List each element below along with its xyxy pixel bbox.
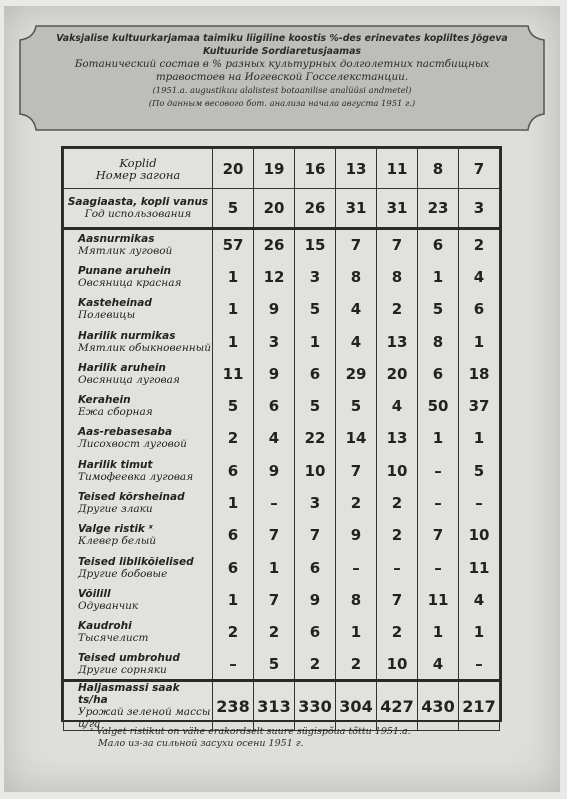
species-percent: 1 [213,487,254,519]
species-label [64,519,213,551]
species-name-et: Kasteheinad [78,297,152,310]
species-name-et: Aas-rebasesaba [78,426,173,439]
age-value: 5 [213,189,254,229]
species-percent: 8 [336,584,377,616]
species-label [64,358,213,390]
species-percent: 6 [418,229,459,261]
species-name-ru: Одуванчик [78,599,139,612]
yield-value: 330 [295,681,336,731]
age-header-label [64,189,213,229]
species-name-et: Valge ristik ˣ [78,523,153,536]
yield-value: 304 [336,681,377,731]
species-percent: 3 [295,487,336,519]
species-label [64,325,213,357]
species-percent: 2 [377,293,418,325]
yield-value: 217 [459,681,500,731]
yield-value: 238 [213,681,254,731]
species-row [64,422,500,454]
species-percent: 6 [254,390,295,422]
species-label [64,229,213,261]
species-percent: 1 [295,325,336,357]
species-percent: 6 [213,455,254,487]
species-label [64,455,213,487]
age-header-row [64,189,500,229]
species-label [64,551,213,583]
species-percent: 4 [459,261,500,293]
species-name-ru: Овсяница красная [78,276,182,289]
species-percent: 11 [459,551,500,583]
species-percent: 7 [254,584,295,616]
species-percent: 2 [377,616,418,648]
species-name-ru: Полевицы [78,309,136,322]
species-percent: 6 [418,358,459,390]
species-percent: – [336,551,377,583]
species-percent: 11 [213,358,254,390]
species-rows [64,229,500,681]
species-percent: 7 [336,229,377,261]
species-row [64,358,500,390]
species-name-et: Aasnurmikas [78,233,155,246]
species-percent: 8 [418,325,459,357]
species-percent: 1 [336,616,377,648]
paddock-number: 16 [295,149,336,189]
paddock-number: 8 [418,149,459,189]
species-percent: 6 [213,519,254,551]
species-row [64,390,500,422]
species-percent: 4 [377,390,418,422]
species-percent: 2 [213,616,254,648]
species-name-et: Teised liblikõielised [78,555,194,568]
species-row [64,455,500,487]
species-percent: 13 [377,422,418,454]
species-row [64,293,500,325]
species-percent: 4 [336,325,377,357]
paddock-number: 13 [336,149,377,189]
species-name-et: Punane aruhein [78,264,172,277]
species-name-et: Harilik nurmikas [78,329,176,342]
species-name-et: Kerahein [78,394,131,407]
species-percent: 5 [213,390,254,422]
age-value: 3 [459,189,500,229]
yield-value: 430 [418,681,459,731]
species-percent: 5 [336,390,377,422]
footnote-russian: Мало из-за сильной засухи осени 1951 г. [98,738,304,749]
paddock-label-et: Koplid [119,155,157,170]
species-percent: 7 [418,519,459,551]
species-name-ru: Другие сорняки [78,663,167,676]
paddock-label-ru: Номер загона [95,167,181,182]
species-percent: 15 [295,229,336,261]
species-percent: 9 [254,358,295,390]
species-name-ru: Овсяница луговая [78,373,180,386]
species-percent: 5 [459,455,500,487]
species-percent: – [213,648,254,680]
species-percent: 50 [418,390,459,422]
species-percent: 1 [459,422,500,454]
species-row [64,616,500,648]
species-percent: – [459,648,500,680]
species-percent: – [254,487,295,519]
title-note-estonian: (1951.a. augustikuu alalistest botaanilise analüüsi andmetel) [152,85,412,95]
species-percent: 26 [254,229,295,261]
paddock-number: 7 [459,149,500,189]
species-percent: 1 [459,616,500,648]
species-percent: – [459,487,500,519]
species-name-ru: Клевер белый [78,535,157,548]
age-label-et: Saagiaasta, kopli vanus [67,196,209,208]
species-percent: 1 [213,584,254,616]
species-percent: 9 [254,293,295,325]
paddock-header-row [64,149,500,189]
species-percent: 4 [418,648,459,680]
species-percent: 3 [254,325,295,357]
title-russian: Ботанический состав в % разных культурных долголетних пастбищных травостоев на Иогевской Госселекстанции. [74,58,490,83]
species-percent: 5 [418,293,459,325]
species-name-et: Kaudrohi [78,620,132,633]
species-percent: 2 [213,422,254,454]
species-percent: 5 [254,648,295,680]
yield-label [64,681,213,731]
title-note-russian: (По данным весового бот. анализа начала августа 1951 г.) [148,98,416,108]
species-percent: 2 [336,648,377,680]
species-name-et: Harilik timut [78,458,153,471]
species-percent: 1 [418,261,459,293]
botanical-composition-table [61,146,502,731]
paddock-number: 19 [254,149,295,189]
species-percent: 1 [213,261,254,293]
species-percent: 7 [377,229,418,261]
species-percent: 22 [295,422,336,454]
species-name-ru: Лисохвост луговой [78,438,187,451]
species-percent: 20 [377,358,418,390]
species-percent: 1 [213,325,254,357]
species-percent: 2 [459,229,500,261]
species-percent: 13 [377,325,418,357]
species-percent: – [418,551,459,583]
species-label [64,648,213,680]
species-name-ru: Другие бобовые [78,567,168,580]
species-percent: 9 [295,584,336,616]
yield-value: 313 [254,681,295,731]
paddock-header-label [64,149,213,189]
yield-label-et: Haljasmassi saak ts/ha [78,682,180,707]
species-percent: 11 [418,584,459,616]
title-estonian: Vaksjalise kultuurkarjamaa taimiku liigiline koostis %-des erinevates kopliltes Jõgeva Kultuuride Sordiaretusjaamas [56,33,508,57]
species-percent: – [418,487,459,519]
species-name-ru: Мятлик луговой [78,245,173,258]
yield-value: 427 [377,681,418,731]
species-name-ru: Другие злаки [78,503,153,516]
species-name-et: Harilik aruhein [78,361,166,374]
species-percent: 4 [254,422,295,454]
age-value: 20 [254,189,295,229]
species-percent: 10 [295,455,336,487]
paddock-number: 20 [213,149,254,189]
species-label [64,487,213,519]
species-percent: 10 [459,519,500,551]
species-percent: 7 [254,519,295,551]
species-label [64,261,213,293]
species-percent: 6 [213,551,254,583]
age-value: 26 [295,189,336,229]
species-name-et: Teised umbrohud [78,651,180,664]
species-name-et: Võilill [78,587,111,600]
species-percent: 9 [254,455,295,487]
footnote [90,726,510,750]
species-percent: 7 [377,584,418,616]
species-percent: 14 [336,422,377,454]
species-percent: 1 [213,293,254,325]
species-row [64,229,500,261]
species-label [64,390,213,422]
yield-label-ru: Урожай зеленой массы ц/га [78,706,211,731]
species-label [64,293,213,325]
species-percent: 1 [459,325,500,357]
species-row [64,551,500,583]
species-percent: 3 [295,261,336,293]
title-banner [14,22,550,134]
species-percent: 1 [418,616,459,648]
species-percent: 2 [254,616,295,648]
species-percent: 7 [295,519,336,551]
species-percent: 2 [336,487,377,519]
species-row [64,487,500,519]
species-percent: 29 [336,358,377,390]
species-percent: 37 [459,390,500,422]
species-percent: – [377,551,418,583]
age-value: 31 [336,189,377,229]
species-percent: 6 [295,551,336,583]
paddock-number: 11 [377,149,418,189]
species-percent: 10 [377,455,418,487]
species-row [64,325,500,357]
species-percent: 7 [336,455,377,487]
species-percent: 1 [418,422,459,454]
species-label [64,584,213,616]
species-percent: 57 [213,229,254,261]
species-percent: 5 [295,390,336,422]
species-percent: 8 [336,261,377,293]
species-percent: 18 [459,358,500,390]
species-percent: 2 [377,487,418,519]
species-percent: 2 [295,648,336,680]
species-label [64,422,213,454]
species-percent: 2 [377,519,418,551]
species-name-ru: Ежа сборная [78,406,153,419]
footnote-estonian: ˣ Valget ristikut on vähe erakordselt suure sügispõua tõttu 1951.a. [90,726,411,737]
species-label [64,616,213,648]
species-percent: 9 [336,519,377,551]
title-text-block [44,32,520,110]
age-label-ru: Год использования [84,208,192,220]
species-percent: 8 [377,261,418,293]
species-row [64,648,500,680]
age-value: 31 [377,189,418,229]
species-name-et: Teised kõrsheinad [78,491,185,504]
species-percent: – [418,455,459,487]
species-row [64,261,500,293]
species-row [64,519,500,551]
species-name-ru: Мятлик обыкновенный [78,341,211,354]
species-percent: 6 [295,358,336,390]
age-value: 23 [418,189,459,229]
yield-total-row [64,681,500,731]
species-percent: 12 [254,261,295,293]
species-percent: 6 [459,293,500,325]
species-name-ru: Тимофеевка луговая [78,470,194,483]
species-name-ru: Тысячелист [78,632,149,645]
species-percent: 5 [295,293,336,325]
species-row [64,584,500,616]
species-percent: 4 [459,584,500,616]
species-percent: 1 [254,551,295,583]
species-percent: 6 [295,616,336,648]
species-percent: 4 [336,293,377,325]
species-percent: 10 [377,648,418,680]
